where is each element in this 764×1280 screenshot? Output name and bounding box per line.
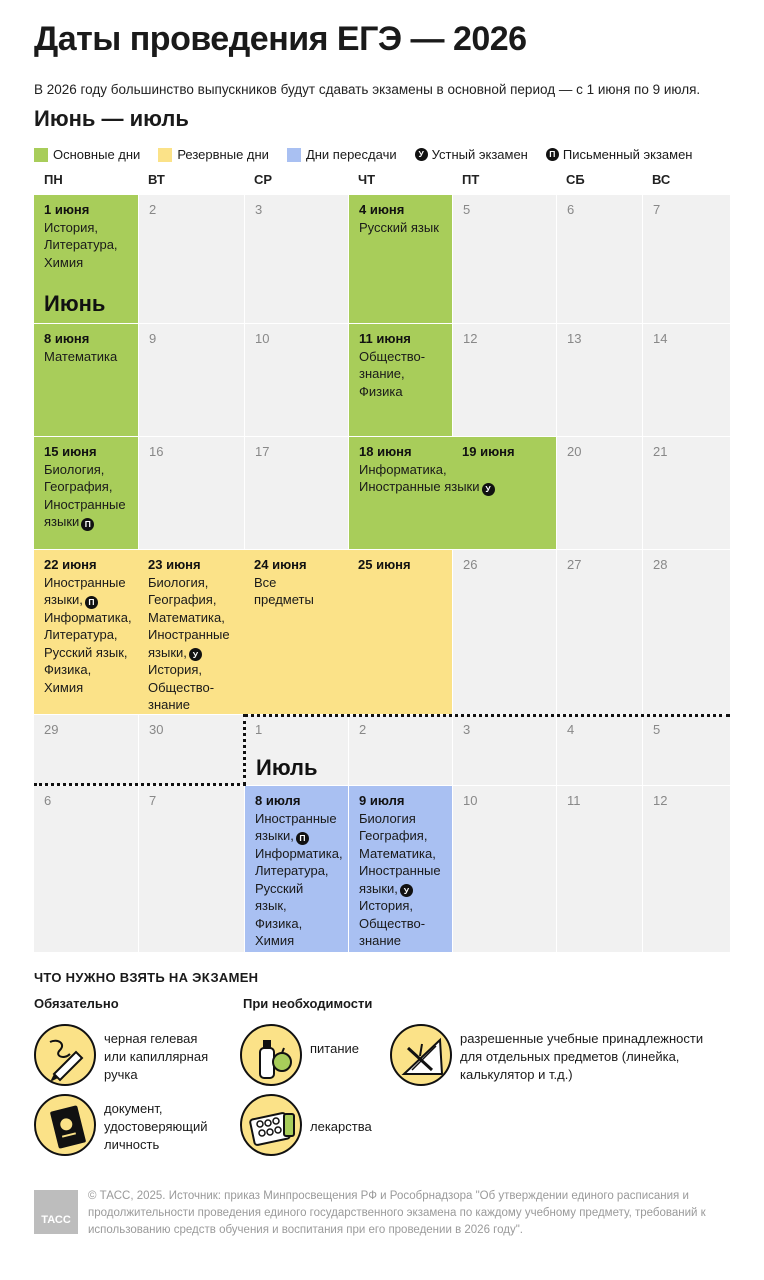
day-cell-june-5: 5 [463, 202, 471, 217]
legend-main [34, 147, 140, 162]
day-cell-june-16: 16 [149, 444, 164, 459]
day-cell-june-4 [349, 195, 452, 323]
day-cell-june-28: 28 [653, 557, 668, 572]
day-subjects: Русский язык [359, 219, 439, 235]
legend-written-label: Письменный экзамен [562, 147, 693, 162]
day-cell-june-7: 7 [653, 202, 661, 217]
legend-oral-label: Устный экзамен [431, 147, 528, 162]
pen-icon [34, 1024, 96, 1086]
legend-retake-swatch [287, 148, 301, 162]
day-cell-june-8 [34, 324, 138, 436]
oral-badge-icon: У [415, 148, 428, 161]
legend-reserve [158, 147, 269, 162]
day-cell-june-25 [348, 550, 452, 714]
day-cell-june-26: 26 [463, 557, 478, 572]
legend-written [546, 147, 693, 162]
day-cell-june-23 [138, 550, 244, 714]
weekday-sat: СБ [566, 172, 585, 187]
weekday-mon: ПН [44, 172, 63, 187]
day-date: 4 июня [359, 202, 405, 217]
legend-reserve-swatch [158, 148, 172, 162]
weekday-thu: ЧТ [358, 172, 376, 187]
legend-retake [287, 147, 397, 162]
day-date: 15 июня [44, 444, 97, 459]
legend-retake-label: Дни пересдачи [305, 147, 397, 162]
day-cell-june-20: 20 [567, 444, 582, 459]
pen-text: черная гелевая или капиллярная ручка [104, 1031, 209, 1082]
day-cell-june-14: 14 [653, 331, 668, 346]
day-subjects: Биология, География, Математика, Иностранные языки, У История, Общество- знание [148, 574, 230, 713]
day-cell-july-4: 4 [567, 722, 575, 737]
page-subtitle: В 2026 году большинство выпускников будут сдавать экзамены в основной период — с 1 июня по 9 июля. [34, 82, 701, 97]
day-cell-july-8 [245, 786, 348, 952]
day-cell-june-11 [349, 324, 452, 436]
source-note: © ТАСС, 2025. Источник: приказ Минпросвещения РФ и Рособрнадзора "Об утверждении единого расписания и продолжительности проведения единого государственного экзамена по каждому учебному предмету, требований к использованию средств обучения и воспитания при его проведении в 2026 году". [88, 1190, 706, 1236]
day-cell-july-3: 3 [463, 722, 471, 737]
day-cell-june-27: 27 [567, 557, 582, 572]
day-cell-july-6: 6 [44, 793, 52, 808]
month-boundary-line [244, 714, 730, 717]
day-date: 9 июля [359, 793, 405, 808]
day-subjects: Иностранные языки, П Информатика, Литература, Русский язык, Физика, Химия [255, 810, 343, 949]
weekday-wed: СР [254, 172, 273, 187]
day-subjects: Все предметы [254, 574, 314, 607]
weekday-tue: ВТ [148, 172, 165, 187]
day-date: 8 июня [44, 331, 90, 346]
day-cell-june-12: 12 [463, 331, 478, 346]
medicine-icon [240, 1094, 302, 1156]
day-subjects: Биология, География, Иностранные языки П [44, 461, 126, 529]
written-badge-icon: П [296, 832, 309, 845]
day-cell-july-1: 1 [255, 722, 263, 737]
ruler-compass-icon [390, 1024, 452, 1086]
day-cell-june-18-19 [349, 437, 556, 549]
day-date: 8 июля [255, 793, 301, 808]
optional-heading: При необходимости [243, 996, 373, 1011]
day-cell-june-9: 9 [149, 331, 157, 346]
day-subjects: Иностранные языки, П Информатика, Литература, Русский язык, Физика, Химия [44, 574, 132, 695]
day-cell-june-15 [34, 437, 138, 549]
day-cell-june-2: 2 [149, 202, 157, 217]
document-text: документ, удостоверяющий личность [104, 1101, 208, 1152]
day-date: 19 июня [462, 444, 515, 459]
written-badge-icon: П [85, 596, 98, 609]
day-cell-june-13: 13 [567, 331, 582, 346]
passport-icon [34, 1094, 96, 1156]
day-subjects: История, Литература, Химия [44, 219, 118, 270]
tass-logo: ТАСС [34, 1190, 78, 1234]
day-date: 22 июня [44, 557, 97, 572]
day-cell-july-9 [349, 786, 452, 952]
weekday-fri: ПТ [462, 172, 480, 187]
day-date: 24 июня [254, 557, 307, 572]
day-subjects: Биология География, Математика, Иностранные языки, У История, Общество- знание [359, 810, 441, 949]
weekday-header [34, 172, 730, 192]
period-heading: Июнь — июль [34, 106, 189, 131]
day-cell-june-10: 10 [255, 331, 270, 346]
day-cell-july-10: 10 [463, 793, 478, 808]
oral-badge-icon: У [482, 483, 495, 496]
medicine-text: лекарства [310, 1119, 372, 1134]
day-cell-july-7: 7 [149, 793, 157, 808]
legend [34, 147, 693, 162]
exam-calendar [34, 195, 730, 952]
legend-main-label: Основные дни [53, 147, 141, 162]
day-cell-july-5: 5 [653, 722, 661, 737]
day-subjects: Общество- знание, Физика [359, 348, 426, 399]
day-cell-june-3: 3 [255, 202, 263, 217]
day-cell-june-6: 6 [567, 202, 575, 217]
oral-badge-icon: У [400, 884, 413, 897]
tools-text: разрешенные учебные принадлежности для отдельных предметов (линейка, калькулятор и т.д.) [460, 1031, 704, 1082]
food-text: питание [310, 1041, 360, 1056]
food-icon [240, 1024, 302, 1086]
month-boundary-line [34, 783, 246, 786]
day-cell-june-21: 21 [653, 444, 668, 459]
month-label-june: Июнь [44, 291, 106, 316]
written-badge-icon: П [81, 518, 94, 531]
day-date: 1 июня [44, 202, 90, 217]
day-subjects: Математика [44, 348, 118, 364]
day-cell-july-11: 11 [567, 793, 581, 808]
written-badge-icon: П [546, 148, 559, 161]
month-boundary-line [243, 714, 246, 785]
month-label-july: Июль [256, 755, 318, 780]
day-date: 18 июня [359, 444, 412, 459]
day-cell-june-29: 29 [44, 722, 59, 737]
day-cell-july-12: 12 [653, 793, 668, 808]
weekday-sun: ВС [652, 172, 671, 187]
day-cell-june-22 [34, 550, 138, 714]
day-cell-june-24 [244, 550, 348, 714]
bring-section-title: ЧТО НУЖНО ВЗЯТЬ НА ЭКЗАМЕН [34, 970, 259, 985]
day-subjects: Информатика, Иностранные языки У [359, 461, 546, 496]
legend-oral [415, 147, 528, 162]
day-date: 11 июня [359, 331, 411, 346]
day-date: 23 июня [148, 557, 201, 572]
day-cell-june-30: 30 [149, 722, 164, 737]
oral-badge-icon: У [189, 648, 202, 661]
day-date: 25 июня [358, 557, 411, 572]
legend-main-swatch [34, 148, 48, 162]
page-title: Даты проведения ЕГЭ — 2026 [34, 20, 527, 58]
day-cell-june-17: 17 [255, 444, 270, 459]
required-heading: Обязательно [34, 996, 119, 1011]
legend-reserve-label: Резервные дни [177, 147, 269, 162]
day-cell-july-2: 2 [359, 722, 367, 737]
